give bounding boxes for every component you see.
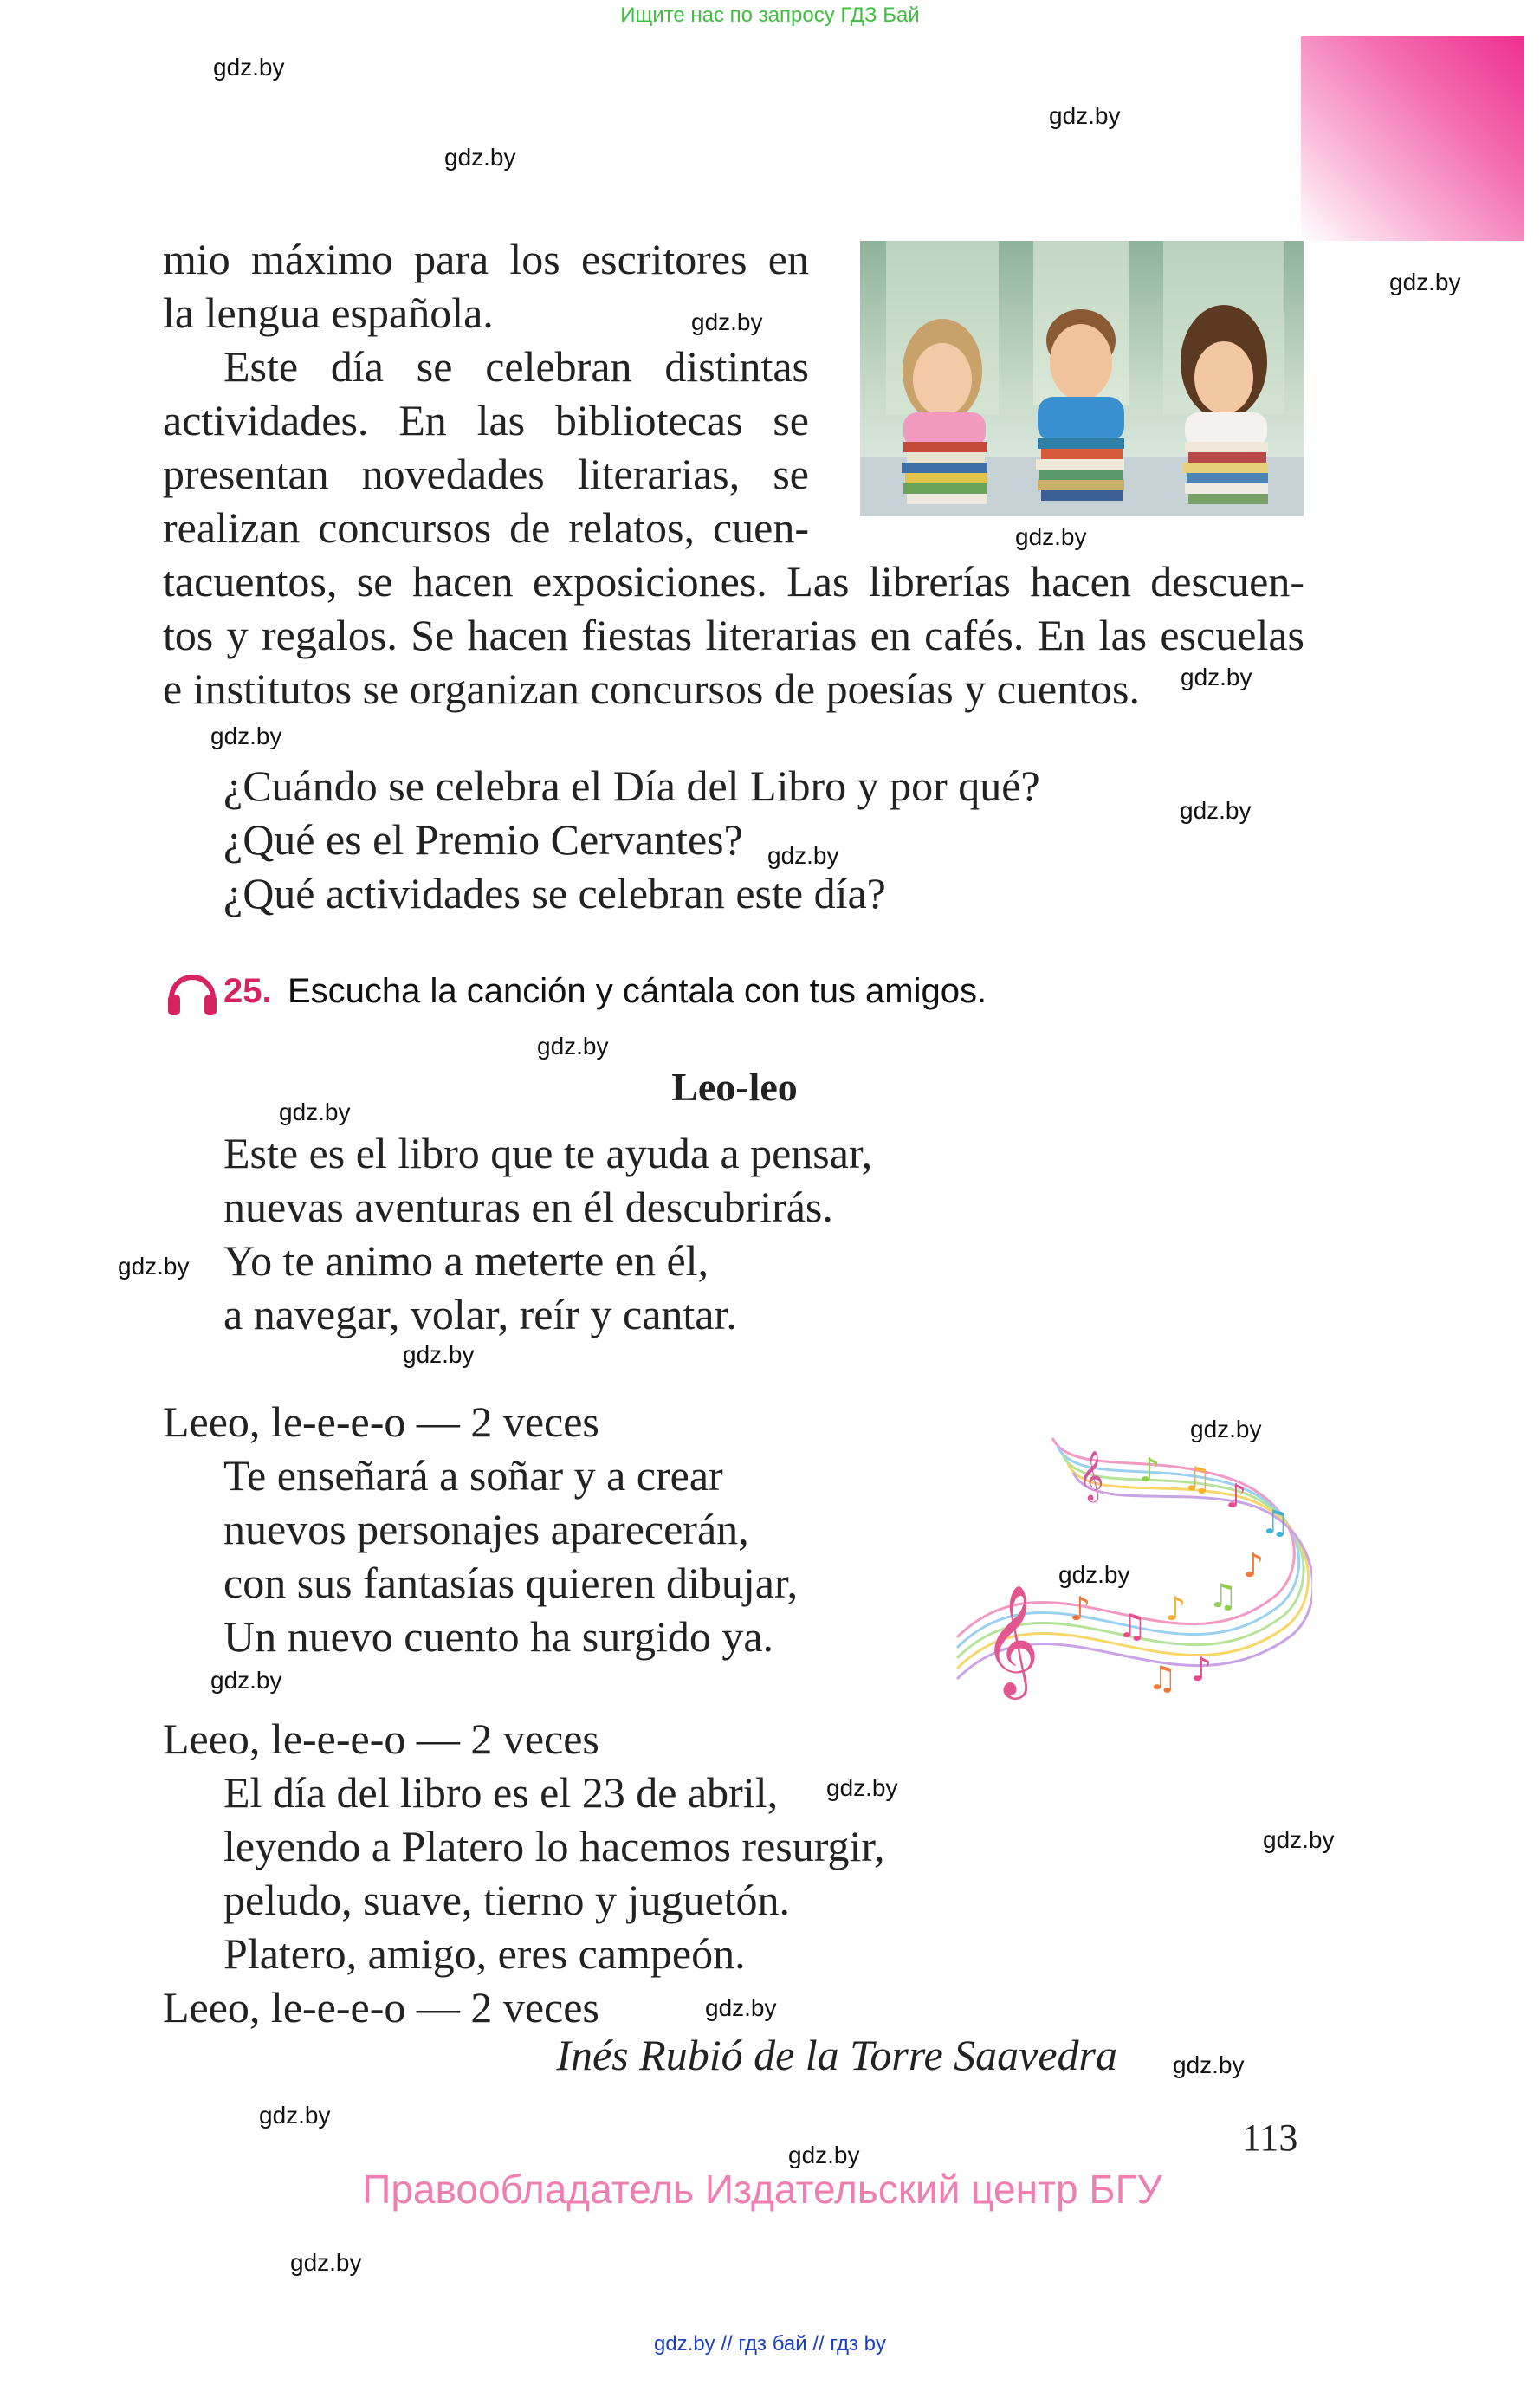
watermark: gdz.by [1015, 523, 1087, 550]
watermark: gdz.by [1389, 269, 1461, 295]
svg-text:𝄞: 𝄞 [983, 1584, 1040, 1695]
corner-decoration [1301, 36, 1524, 241]
chorus-line: Leeo, le-e-e-o — 2 veces [163, 1983, 599, 2032]
chorus-line: Leeo, le-e-e-o — 2 veces [163, 1714, 599, 1763]
chorus-line: Leeo, le-e-e-o — 2 veces [163, 1397, 599, 1446]
paragraph-line: mio máximo para los escritores en [163, 235, 809, 283]
task-number: 25. [223, 972, 272, 1010]
svg-text:♫: ♫ [1148, 1659, 1178, 1697]
watermark: gdz.by [1180, 797, 1252, 824]
paragraph-line: Este día se celebran distintas [223, 342, 809, 391]
paragraph-line: actividades. En las bibliotecas se [163, 396, 809, 444]
watermark: gdz.by [290, 2249, 362, 2276]
question: ¿Cuándo se celebra el Día del Libro y por qué? [223, 762, 1040, 810]
watermark: gdz.by [210, 1667, 282, 1694]
lyric-line: leyendo a Platero lo hacemos resurgir, [223, 1822, 885, 1870]
paragraph-line: presentan novedades literarias, se [163, 450, 809, 498]
song-author: Inés Rubió de la Torre Saavedra [556, 2031, 1117, 2079]
song-title: Leo-leo [671, 1065, 798, 1109]
watermark: gdz.by [259, 2102, 331, 2129]
svg-text:♫: ♫ [1182, 1460, 1213, 1498]
watermark: gdz.by [1181, 664, 1252, 690]
svg-text:♪: ♪ [1139, 1451, 1161, 1489]
music-notes-illustration [948, 1421, 1312, 1733]
lyric-line: a navegar, volar, reír y cantar. [223, 1290, 737, 1338]
children-books-photo [860, 241, 1304, 516]
lyric-line: nuevos personajes aparecerán, [223, 1505, 749, 1553]
svg-text:♫: ♫ [1260, 1503, 1291, 1541]
lyric-line: Yo te animo a meterte en él, [223, 1236, 709, 1285]
svg-text:♪: ♪ [1226, 1477, 1247, 1515]
svg-text:♪: ♪ [1070, 1590, 1091, 1628]
watermark: gdz.by [705, 1994, 777, 2021]
svg-text:♫: ♫ [1117, 1607, 1148, 1645]
lyric-line: Este es el libro que te ayuda a pensar, [223, 1129, 873, 1177]
headphones-icon [165, 965, 220, 1023]
watermark: gdz.by [1263, 1826, 1335, 1853]
svg-text:♪: ♪ [1191, 1650, 1213, 1688]
watermark: gdz.by [1190, 1416, 1262, 1442]
svg-text:♪: ♪ [1165, 1590, 1187, 1628]
lyric-line: Platero, amigo, eres campeón. [223, 1929, 746, 1978]
lyric-line: nuevas aventuras en él descubrirás. [223, 1183, 833, 1231]
paragraph-line: realizan concursos de relatos, cuen- [163, 503, 809, 552]
svg-text:♪: ♪ [1243, 1546, 1265, 1585]
lyric-line: El día del libro es el 23 de abril, [223, 1768, 779, 1817]
lyric-line: con sus fantasías quieren dibujar, [223, 1559, 799, 1607]
watermark: gdz.by [1058, 1561, 1130, 1588]
watermark: gdz.by [210, 723, 282, 749]
paragraph-line: tacuentos, se hacen exposiciones. Las librerías hacen descuen- [163, 557, 1304, 606]
paragraph-line: tos y regalos. Se hacen fiestas literarias en cafés. En las escuelas [163, 611, 1304, 659]
watermark: gdz.by [767, 842, 839, 869]
svg-text:♫: ♫ [1208, 1577, 1239, 1615]
watermark: gdz.by [279, 1099, 351, 1125]
watermark: gdz.by [826, 1774, 898, 1801]
watermark: gdz.by [1173, 2051, 1245, 2078]
watermark: gdz.by [213, 54, 285, 81]
lyric-line: Un nuevo cuento ha surgido ya. [223, 1612, 774, 1661]
paragraph-line: e institutos se organizan concursos de poesías y cuentos. [163, 664, 1141, 713]
question: ¿Qué es el Premio Cervantes? [223, 815, 743, 864]
svg-text:𝄞: 𝄞 [1078, 1450, 1104, 1500]
lyric-line: Te enseñará a soñar y a crear [223, 1451, 723, 1500]
watermark: gdz.by [537, 1033, 609, 1060]
watermark: gdz.by [788, 2142, 860, 2168]
watermark: gdz.by [118, 1253, 190, 1280]
page-number: 113 [1242, 2116, 1298, 2159]
rights-holder: Правообладатель Издательский центр БГУ [362, 2167, 1162, 2212]
watermark: gdz.by [403, 1341, 475, 1368]
footer-links[interactable]: gdz.by // гдз бай // гдз by [653, 2332, 887, 2356]
watermark: gdz.by [691, 308, 763, 335]
lyric-line: peludo, suave, tierno y juguetón. [223, 1876, 791, 1924]
top-banner[interactable]: Ищите нас по запросу ГДЗ Бай [620, 3, 920, 27]
task-instruction: Escucha la canción y cántala con tus amigos. [288, 972, 987, 1010]
watermark: gdz.by [1049, 102, 1121, 129]
watermark: gdz.by [444, 144, 516, 171]
question: ¿Qué actividades se celebran este día? [223, 869, 886, 917]
paragraph-line: la lengua española. [163, 288, 494, 337]
